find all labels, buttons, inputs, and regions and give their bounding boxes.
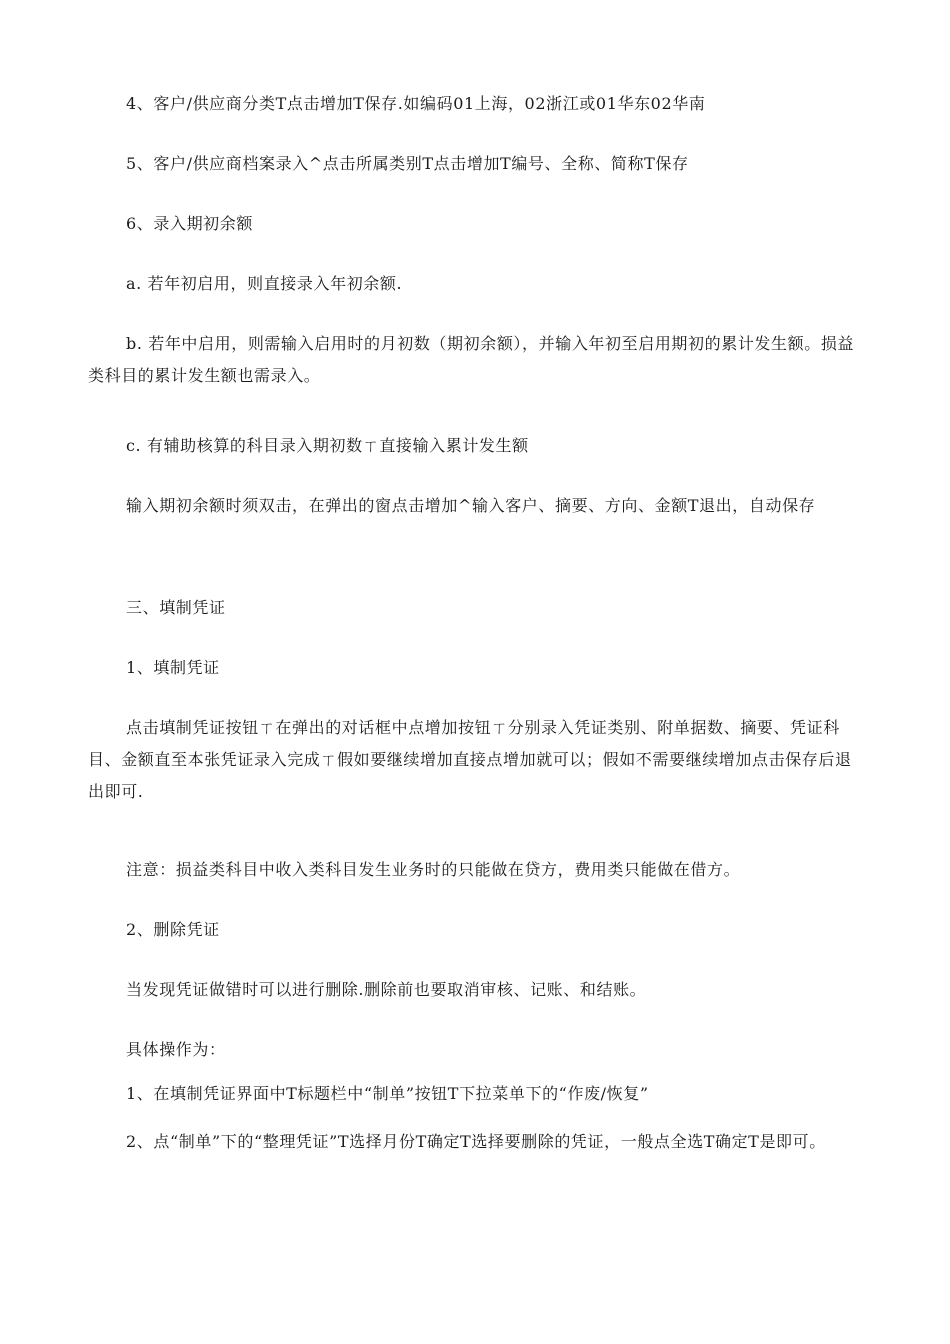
paragraph-customer-supplier-archive: 5、客户/供应商档案录入^点击所属类别T点击增加T编号、全称、简称T保存	[126, 154, 689, 173]
paragraph-item-c: c. 有辅助核算的科目录入期初数ㄒ直接输入累计发生额	[126, 436, 529, 455]
paragraph-step-1: 1、在填制凭证界面中T标题栏中“制单”按钮T下拉菜单下的“作废/恢复”	[126, 1084, 649, 1103]
paragraph-input-opening-balance: 输入期初余额时须双击，在弹出的窗点击增加^输入客户、摘要、方向、金额T退出，自动保存	[126, 496, 816, 515]
paragraph-step-2: 2、点“制单”下的“整理凭证”T选择月份T确定T选择要删除的凭证，一般点全选T确定T是即可。	[126, 1132, 826, 1151]
subheading-fill-voucher: 1、填制凭证	[126, 658, 220, 677]
paragraph-note: 注意：损益类科目中收入类科目发生业务时的只能做在贷方，费用类只能做在借方。	[126, 860, 741, 879]
paragraph-delete-voucher-intro: 当发现凭证做错时可以进行删除.删除前也要取消审核、记账、和结账。	[126, 980, 647, 999]
section-heading-fill-voucher: 三、填制凭证	[126, 598, 226, 617]
paragraph-specific-operation: 具体操作为：	[126, 1040, 226, 1059]
paragraph-customer-supplier-category: 4、客户/供应商分类T点击增加T保存.如编码01上海，02浙江或01华东02华南	[126, 94, 706, 113]
paragraph-item-a: a. 若年初启用，则直接录入年初余额.	[126, 274, 403, 293]
paragraph-opening-balance-heading: 6、录入期初余额	[126, 214, 253, 233]
paragraph-fill-voucher-steps: 点击填制凭证按钮ㄒ在弹出的对话框中点增加按钮ㄒ分别录入凭证类别、附单据数、摘要、凭证科目、金额直至本张凭证录入完成ㄒ假如要继续增加直接点增加就可以；假如不需要继续增加点击保存后退出即可.	[88, 718, 852, 801]
subheading-delete-voucher: 2、删除凭证	[126, 920, 220, 939]
paragraph-item-b: b. 若年中启用，则需输入启用时的月初数（期初余额），并输入年初至启用期初的累计发生额。损益类科目的累计发生额也需录入。	[88, 334, 855, 385]
